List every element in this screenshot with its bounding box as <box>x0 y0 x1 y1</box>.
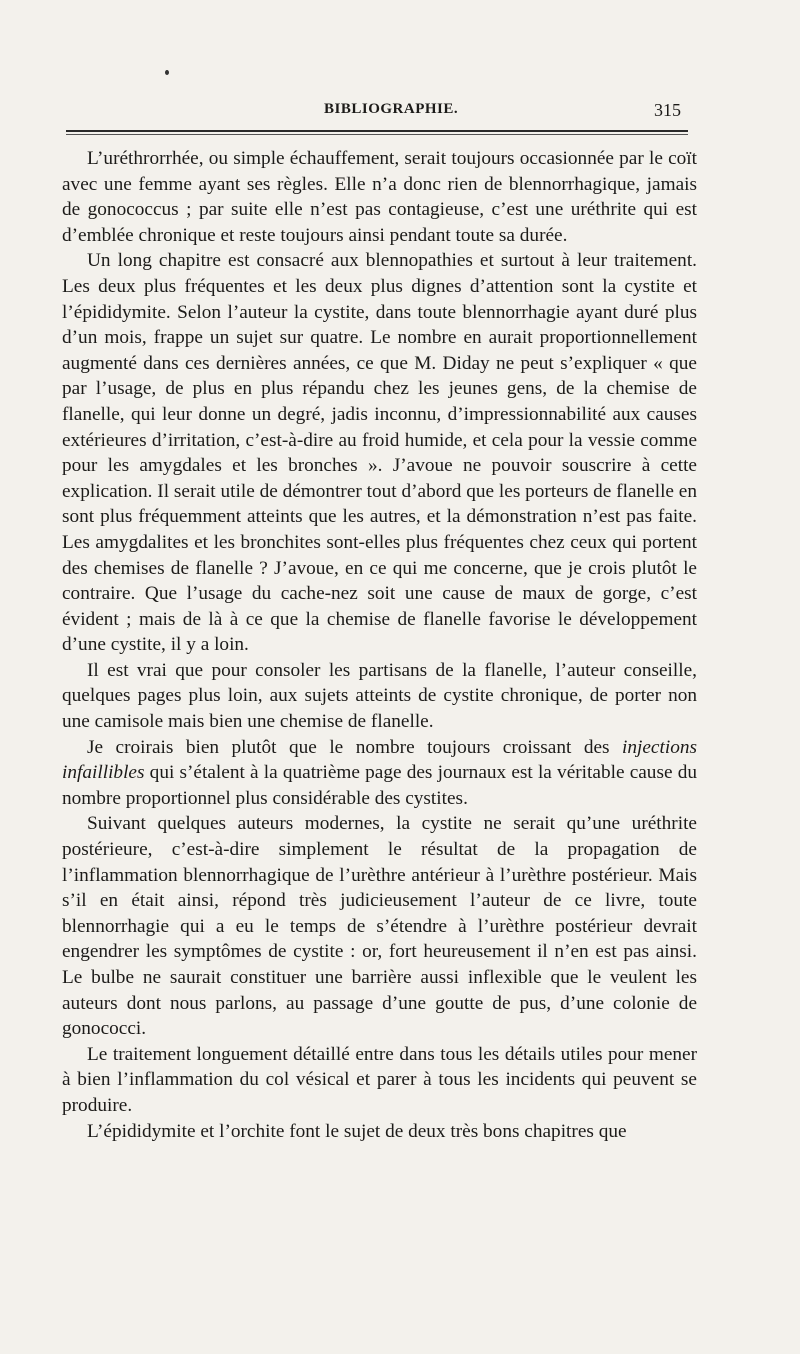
page-header <box>62 101 687 123</box>
paragraph <box>62 735 697 812</box>
emphasis-text: injections infaillibles <box>62 736 697 784</box>
paragraph-text: Je croirais bien plutôt que le nombre toujours croissant des <box>87 736 623 758</box>
header-rule <box>66 130 688 132</box>
paragraph: L’épididymite et l’orchite font le sujet de deux très bons chapitres que <box>87 1120 627 1142</box>
page-number: 315 <box>654 100 681 120</box>
paragraph: Un long chapitre est consacré aux blennopathies et surtout à leur traitement. Les deux plus fréquentes et les deux plus dignes d’attention sont la cystite et l’épididymite. Selon l’auteur la cystite, dans toute blennorrhagie ayant duré plus d’un mois, frappe un sujet sur quatre. Le nombre en aurait proportionnellement augmenté dans ces dernières années, ce que M. Diday ne peut s’expliquer « que par l’usage, de plus en plus répandu chez les jeunes gens, de la chemise de flanelle, qui leur donne un degré, jadis inconnu, d’impressionnabilité aux causes extérieures d’irritation, c’est-à-dire au froid humide, et cela pour la vessie comme pour les amygdales et les bronches ». J’avoue ne pouvoir souscrire à cette explication. Il serait utile de démontrer tout d’abord que les porteurs de flanelle en sont plus fréquemment atteints que les autres, et la démonstration n’est pas faite. Les amygdalites et les bronchites sont-elles plus fréquentes chez ceux qui portent des chemises de flanelle ? J’avoue, en ce qui me concerne, que je crois plutôt le contraire. Que l’usage du cache-nez soit une cause de maux de gorge, c’est évident ; mais de là à ce que la chemise de flanelle favorise le développement d’une cystite, il y a loin. <box>62 250 697 656</box>
running-title: BIBLIOGRAPHIE. <box>324 101 459 117</box>
paragraph: Le traitement longuement détaillé entre dans tous les détails utiles pour mener à bien l’inflammation du col vésical et parer à tous les incidents qui peuvent se produire. <box>62 1043 697 1116</box>
paragraph: Il est vrai que pour consoler les partisans de la flanelle, l’auteur conseille, quelques pages plus loin, aux sujets atteints de cystite chronique, de porter non une camisole mais bien une chemise de flanelle. <box>62 659 697 733</box>
paragraph: Suivant quelques auteurs modernes, la cystite ne serait qu’une uréthrite postérieure, c’est-à-dire simplement le résultat de la propagation de l’inflammation blennorrhagique de l’urèthre antérieur à l’urèthre postérieur. Mais s’il en était ainsi, répond très judicieusement l’auteur de ce livre, toute blennorrhagie qui a eu le temps de s’étendre à l’urèthre postérieur devrait engendrer les symptômes de cystite : or, fort heureusement il n’en est pas ainsi. Le bulbe ne saurait constituer une barrière aussi inflexible que le veulent les auteurs dont nous parlons, au passage d’une goutte de pus, d’une colonie de gonococci. <box>62 813 697 1040</box>
body-text <box>62 146 697 1144</box>
paragraph: L’uréthrorrhée, ou simple échauffement, serait toujours occasionnée par le coït avec une femme ayant ses règles. Elle n’a donc rien de blennorrhagique, jamais de gonococcus ; par suite elle n’est pas contagieuse, c’est une uréthrite qui est d’emblée chronique et reste toujours ainsi pendant toute sa durée. <box>62 148 697 246</box>
ink-speck <box>165 70 169 75</box>
paragraph-text: qui s’étalent à la quatrième page des journaux est la véritable cause du nombre proportionnel plus considérable des cystites. <box>62 762 697 809</box>
